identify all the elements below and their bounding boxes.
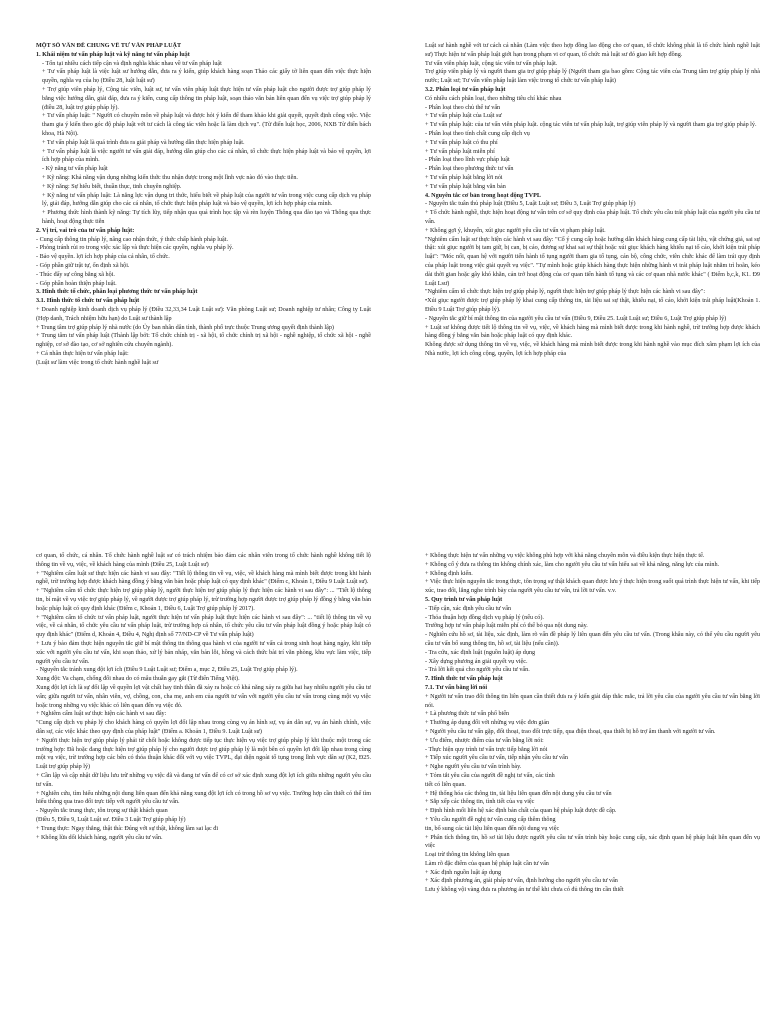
paragraph-line: + Không gợi ý, khuyến, xúi giục người yêu cầu tư vấn vi phạm pháp luật. <box>425 227 606 234</box>
document-page-2 <box>0 512 768 1024</box>
paragraph-line: + Kỹ năng: Sự hiểu biết, thuần thục, tinh chuyên nghiệp. <box>42 183 182 190</box>
paragraph-line: + Tư vấn pháp luật bằng lời nói <box>425 174 503 181</box>
paragraph-line: (Điều 5, Điều 9, Luật Luật sư. Điều 3 Luật Trợ giúp pháp lý) <box>36 816 186 823</box>
paragraph-line: + Định hình mối liên hệ xác định bản chất của quan hệ pháp luật được đề cập. <box>425 808 617 815</box>
paragraph-line: + Nghe người yêu cầu tư vấn trình bày. <box>425 764 522 771</box>
paragraph-line: Trợ giúp viên pháp lý và người tham gia trợ giúp pháp lý (Người tham gia bao gồm: Cộng tác viên của Trung tâm trợ giúp pháp lý nhà nước; Luật sư; Tư vấn viên pháp luật làm việc trong tổ chức tư vấn pháp luật) <box>425 69 760 85</box>
paragraph-line: •Xúi giục người được trợ giúp pháp lý khai cung cấp thông tin, tài liệu sai sự thật, khiếu nại, tố cáo, khởi kiện trái pháp luật(Khoản 1. Điều 9 Luật Trợ giúp pháp lý). <box>425 298 760 313</box>
paragraph-line: - Nghiên cứu hồ sơ, tài liệu, xác định, làm rõ vấn đề pháp lý liên quan đến yêu cầu tư vấn. (Trong khâu này, có thể yêu cầu người yêu cầu tư vấn bổ sung thông tin, hồ sơ, tài liệu (nếu cần)). <box>425 632 760 647</box>
paragraph-line: + Trợ giúp viên pháp lý, Cộng tác viên, luật sư, tư vấn viên pháp luật thực hiện tư vấn pháp luật cho người được trợ giúp pháp lý bằng việc hướng dẫn, giải đáp, đưa ra ý kiến, cung cấp thông tin pháp luật, soạn thảo văn bản liên quan đến vụ việc trợ giúp pháp lý (điều 28, luật trợ giúp pháp lý). <box>42 86 371 111</box>
section-heading: 3.2. Phân loại tư vấn pháp luật <box>425 86 506 93</box>
paragraph-line: + Người thực hiện trợ giúp pháp lý phải từ chối hoặc không được tiếp tục thực hiện vụ việc trợ giúp pháp lý khi thuộc một trong các trường hợp: Đã hoặc đang thực hiện trợ giúp pháp lý cho người được trợ giúp pháp lý là một bên có quyền lợi đối lập nhau trong cùng một vụ việc, trừ trường hợp các bên có thỏa thuận khác đối với vụ việc TVPL, đại diện ngoài tố tụng trong lĩnh vực dân sự (K2, Đ25. Luật trợ giúp pháp lý) <box>36 737 371 771</box>
paragraph-line: - Phân loại theo chủ thể tư vấn <box>425 104 501 111</box>
paragraph-line: - Tiếp cận, xác định yêu cầu tư vấn <box>425 605 512 612</box>
paragraph-line: - Xây dựng phương án giải quyết vụ việc. <box>425 658 528 665</box>
paragraph-line: - Phân loại theo lĩnh vực pháp luật <box>425 157 510 164</box>
paragraph-line: - Nguyên tắc trung thực, tôn trọng sự thật khách quan <box>36 808 168 815</box>
paragraph-line: - Góp phần giữ trật tự, ổn định xã hội. <box>36 262 130 269</box>
paragraph-line: Loại trừ thông tin không liên quan <box>425 852 510 859</box>
paragraph-line: + Không định kiến. <box>425 570 473 577</box>
paragraph-line: + Hệ thống hóa các thông tin, tài liệu liên quan đến nội dung yêu cầu tư vấn <box>425 790 612 797</box>
paragraph-line: + "Nghiêm cấm tổ chức thực hiện trợ giúp pháp lý, người thực hiện trợ giúp pháp lý thực hiện các hành vi sau đây": ... "Tiết lộ thông tin, bí mật về vụ việc trợ giúp pháp lý, về người được trợ giúp pháp lý, trừ trường hợp người được trợ giúp pháp lý đồng ý bằng văn bản hoặc pháp luật có quy định khác (Điểm c, Khoản 1, Điều 6, Luật Trợ giúp pháp lý 2017). <box>36 588 371 612</box>
paragraph-line: + Sắp xếp các thông tin, tình tiết của vụ việc <box>425 799 535 806</box>
paragraph-line: + Không lừa dối khách hàng, người yêu cầu tư vấn. <box>36 834 163 841</box>
paragraph-line: + Ưu điểm, nhược điểm của tư vấn bằng lời nói: <box>425 737 544 744</box>
section-heading: 7.1. Tư vấn bằng lời nói <box>425 684 488 691</box>
paragraph-line: + Trung tâm tư vấn pháp luật (Thành lập bởi: Tổ chức chính trị - xã hội, tổ chức chính trị xã hội - nghề nghiệp, tổ chức xã hội - nghề nghiệp, cơ sở đào tạo, cơ sở nghiên cứu chuyên ngành). <box>36 333 371 349</box>
paragraph-line: + Cá nhân thực hiện tư vấn pháp luật: <box>36 350 129 357</box>
paragraph-line: + Xác định nguồn luật áp dụng <box>425 869 502 876</box>
paragraph-line: - Nguyên tắc tránh xung đột lợi ích (Điều 9 Luật Luật sư; Điểm a, mục 2, Điều 25, Luật Trợ giúp pháp lý). <box>36 667 298 674</box>
paragraph-line: - Thỏa thuận hợp đồng dịch vụ pháp lý (nếu có). <box>425 614 544 621</box>
section-heading: 4. Nguyên tắc cơ bản trong hoạt động TVPL <box>425 192 541 199</box>
paragraph-line: - Góp phần hoàn thiện pháp luật. <box>36 280 117 287</box>
page-2-right-column <box>425 552 760 1024</box>
paragraph-line: + Lưu ý bảo đảm thực hiện nguyên tắc giữ bí mật thông tin thông qua hành vi của người tư vấn cả trong sinh hoạt hàng ngày, khi tiếp xúc với người yêu cầu tư vấn, khi soạn thảo, xử lý bản nháp, văn bản lỗi, hồng và cách thức bài trí văn phòng, khu vực làm việc, tiếp người yêu cầu tư vấn. <box>36 640 371 665</box>
paragraph-line: + Việc thực hiện nguyên tắc trong thực, tôn trọng sự thật khách quan được lưu ý thực hiện trong suốt quá trình thực hiện tư vấn, khi tiếp xúc, trao đổi, lắng nghe trình bày của người yêu cầu tư vấn, trả lời tư vấn. v.v. <box>425 579 760 595</box>
page-1-right-column <box>425 42 760 497</box>
paragraph-line: + Tư vấn pháp luật là quá trình đưa ra giải pháp và hướng dẫn thực hiện pháp luật. <box>42 139 245 146</box>
paragraph-line: tiết có liên quan. <box>425 781 466 788</box>
paragraph-line: + Doanh nghiệp kinh doanh dịch vụ pháp lý (Điều 32,33,34 Luật Luật sư): Văn phòng Luật sư; Doanh nghiệp tư nhân; Công ty Luật (Hợp danh, Trách nhiệm hữu hạn) do Luật sư thành lập <box>36 306 371 322</box>
paragraph-line: + Thường áp dụng đối với những vụ việc đơn giản <box>425 720 550 727</box>
paragraph-line: Tư vấn viên pháp luật, cộng tác viên tư vấn pháp luật. <box>425 60 558 67</box>
paragraph-line: + Tư vấn pháp luật miễn phí <box>425 148 495 155</box>
paragraph-line: + Người yêu cầu tư vấn gặp, đối thoại, trao đổi trực tiếp, qua điện thoại, qua thiết bị hỗ trợ âm thanh với người tư vấn. <box>425 728 716 735</box>
paragraph-line: Lưu ý không vội vàng đưa ra phương án tư thế khi chưa có đủ thông tin cần thiết <box>425 887 624 894</box>
paragraph-line: - Thực hiện quy trình tư vấn trực tiếp bằng lời nói <box>425 746 548 753</box>
paragraph-line: - Kỹ năng tư vấn pháp luật <box>42 166 108 173</box>
paragraph-line: + Là phương thức tư vấn phổ biến <box>425 711 510 718</box>
section-heading: 5. Quy trình tư vấn pháp luật <box>425 596 503 603</box>
paragraph-line: + Xác định phương án, giải pháp tư vấn, định hướng cho người yêu cầu tư vấn <box>425 878 618 885</box>
paragraph-line: + Nghiêm cấm luật sư thực hiện các hành vi sau đây: <box>36 711 167 718</box>
paragraph-line: - Phân loại theo tính chất cung cấp dịch vụ <box>425 130 530 137</box>
paragraph-line: + Không cố ý đưa ra thông tin không chính xác, làm cho người yêu cầu tư vấn hiểu sai về khả năng, năng lực của mình. <box>425 561 720 568</box>
paragraph-line: + Người tư vấn trao đổi thông tin liên quan cần thiết đưa ra ý kiến giải đáp thắc mắc, trả lời yêu cầu của người yêu cầu tư vấn bằng lời nói. <box>425 693 760 709</box>
paragraph-line: + Tư vấn pháp luật có thu phí <box>425 139 498 146</box>
paragraph-line: cơ quan, tổ chức, cá nhân. Tổ chức hành nghề luật sư có trách nhiệm bảo đảm các nhân viên trong tổ chức hành nghề không tiết lộ thông tin về vụ, việc, về khách hàng của mình (Điều 25, Luật Luật sư) <box>36 553 371 568</box>
section-heading: 2. Vị trí, vai trò của tư vấn pháp luật: <box>36 227 135 234</box>
page-1-left-column <box>36 42 371 482</box>
paragraph-line: Xung đột lợi ích là sự đối lập về quyền lợi vật chất hay tinh thần đã xảy ra hoặc có khả năng xảy ra giữa hai hay nhiều người yêu cầu tư vấn; giữa người tư vấn, nhân viên, vợ, chồng, con, cha mẹ, anh em của người tư vấn với người yêu cầu tư vấn trong cùng một vụ việc hoặc trong những vụ việc khác có liên quan đến vụ việc đó. <box>36 684 371 709</box>
paragraph-line: + Tư vấn pháp luật: " Người có chuyên môn về pháp luật và được hỏi ý kiến để tham khảo khi giải quyết, quyết định công việc. Việc tham gia ý kiến theo góc độ pháp luật với tư cách là công tác viên hoặc là làm dịch vụ". (Từ điển luật học, 2006, NXB Từ điển bách khoa, Hà Nội). <box>42 113 371 137</box>
paragraph-line: + Trung thực: Ngay thẳng, thật thà: Đúng với sự thật, không làm sai lạc đi <box>36 825 219 832</box>
paragraph-line: "Nghiêm cấm tổ chức thực hiện trợ giúp pháp lý, người thực hiện trợ giúp pháp lý thực hiện các hành vi sau đây": <box>425 289 706 296</box>
paragraph-line: Luật sư hành nghề với tư cách cá nhân (Làm việc theo hợp đồng lao động cho cơ quan, tổ chức không phải là tổ chức hành nghề luật sư) Thực hiện tư vấn pháp luật giới hạn trong phạm vi cơ quan, tổ chức mà luật sư đó giao kết hợp đồng. <box>425 43 760 58</box>
section-heading: MỘT SỐ VẤN ĐỀ CHUNG VỀ TƯ VẤN PHÁP LUẬT <box>36 43 182 49</box>
paragraph-line: + "Nghiêm cấm tổ chức tư vấn pháp luật, người thực hiện tư vấn pháp luật thực hiện các hành vi sau đây": ... "tiết lộ thông tin về vụ việc, về cá nhân, tổ chức yêu cầu tư vấn pháp luật, trừ trường hợp cá nhân, tổ chức yêu cầu tư vấn pháp luật đồng ý hoặc pháp luật có quy định khác" (Điểm d, Khoản 4, Điều 4, Nghị định số 77/ND-CP về Tư vấn pháp luật) <box>36 614 371 639</box>
paragraph-line: - Phòng tránh rủi ro trong việc xác lập và thực hiện các quyền, nghĩa vụ pháp lý. <box>36 245 234 252</box>
paragraph-line: - Cung cấp thông tin pháp lý, nâng cao nhận thức, ý thức chấp hành pháp luật. <box>36 236 229 243</box>
paragraph-line: + Tiếp xúc người yêu cầu tư vấn, tiếp nhận yêu cầu tư vấn <box>425 755 568 762</box>
paragraph-line: + Tư vấn pháp luật của Luật sư <box>425 113 502 120</box>
paragraph-line: Có nhiều cách phân loại, theo những tiêu chí khác nhau <box>425 95 562 102</box>
paragraph-line: + Phân tích thông tin, hồ sơ tài liệu được người yêu cầu tư vấn trình bày hoặc cung cấp, xác định quan hệ pháp luật liên quan đến vụ việc <box>425 834 760 850</box>
paragraph-line: Làm rõ đặc điểm của quan hệ pháp luật cần tư vấn <box>425 860 549 867</box>
paragraph-line: + Tổ chức hành nghề, thực hiện hoạt động tư vấn trên cơ sở quy định của pháp luật. Tổ chức yêu cầu trái pháp luật của người yêu cầu tư vấn. <box>425 210 760 225</box>
paragraph-line: + Tư vấn pháp luật là việc luật sư hướng dẫn, đưa ra ý kiến, giúp khách hàng soạn Thảo các giấy tờ liên quan đến việc thực hiện quyền, nghĩa vụ của họ (Điều 28, luật luật sư) <box>42 69 371 85</box>
paragraph-line: - Trả lời kết quả cho người yêu cầu tư vấn. <box>425 667 530 674</box>
paragraph-line: + Tóm tắt yêu cầu của người đề nghị tư vấn, các tình <box>425 772 555 779</box>
paragraph-line: "Nghiêm cấm luật sư thực hiện các hành vi sau đây: "Cố ý cung cấp hoặc hướng dẫn khách hàng cung cấp tài liệu, vật chứng giả, sai sự thật: xúi giục người bị tam giữ, bị can, bị cáo, đương sự khai sai sự thật hoặc xúi giục khách hàng khiếu nại tố cáo, khởi kiện trái pháp luật": "Móc nối, quan hệ với người tiến hành tố tụng người tham gia tố tụng, cán bộ, công chức, viên chức khác để làm trái quy định của pháp luật trong việc giải quyết vụ việc". "Tự mình hoặc giúp khách hàng thực hiện những hành vi trái pháp luật nhằm trì hoãn, kéo dài thời gian hoặc gây khó khăn, cản trở hoạt động của cơ quan tiến hành tố tụng và các cơ quan nhà nước khác" ( Điểm b,c,k, K1. Đ9 Luật Lsư) <box>425 236 760 287</box>
paragraph-line: Không được sử dụng thông tin về vụ, việc, về khách hàng mà mình biết được trong khi hành nghề vào mục đích xâm phạm lợi ích của Nhà nước, lợi ích công cộng, quyền, lợi ích hợp pháp của <box>425 342 760 357</box>
paragraph-line: Xung đột: Va chạm, chống đối nhau do có mâu thuẫn gay gắt (Từ điển Tiếng Việt). <box>36 676 240 683</box>
paragraph-line: + Tư vấn pháp luật là việc người tư vấn giải đáp, hướng dẫn giúp cho các cá nhân, tổ chức thực hiện pháp luật và bảo vệ quyền, lợi ích hợp pháp của mình. <box>42 148 371 164</box>
section-heading: 3.1. Hình thức tổ chức tư vấn pháp luật <box>36 298 140 305</box>
paragraph-line: - Nguyên tắc tuân thủ pháp luật (Điều 5, Luật Luật sư; Điều 3, Luật Trợ giúp pháp lý) <box>425 201 636 208</box>
paragraph-line: - Tổn tại nhiều cách tiếp cận và định nghĩa khác nhau về tư vấn pháp luật <box>42 60 222 67</box>
page-2-left-column <box>36 552 371 1024</box>
paragraph-line: + Trung tâm trợ giúp pháp lý nhà nước (do Ủy ban nhân dân tỉnh, thành phố trực thuộc Trung ương quyết định thành lập) <box>36 324 334 331</box>
section-heading: 1. Khái niệm tư vấn pháp luật và kỹ năng tư vấn pháp luật <box>36 51 190 58</box>
paragraph-line: + Kỹ năng tư vấn pháp luật: Là năng lực vận dụng tri thức, hiểu biết về pháp luật của người tư vấn trong việc cung cấp dịch vụ pháp lý, giải đáp, hướng dẫn giúp cho các cá nhân, tổ chức thực hiện pháp luật và bảo vệ quyền, lợi ích hợp pháp của mình. <box>42 192 371 208</box>
paragraph-line: (Luật sư làm việc trong tổ chức hành nghề luật sư <box>36 359 159 366</box>
paragraph-line: + Tư vấn pháp luật bằng văn bản <box>425 183 506 190</box>
paragraph-line: - Bảo vệ quyền. lợi ích hợp pháp của cá nhân, tổ chức. <box>36 254 170 261</box>
paragraph-line: - Tra cứu, xác định luật (nguồn luật) áp dụng <box>425 649 536 656</box>
paragraph-line: + Tư vấn pháp luật: của tư vấn viên pháp luật. cộng tác viên tư vấn pháp luật, trợ giúp viên pháp lý và người tham gia trợ giúp pháp lý. <box>425 122 757 129</box>
paragraph-line: + Phương thức hình thành kỹ năng: Tự tích lũy, tiếp nhận qua quá trình học tập và rèn luyện Thông qua đào tạo và Thông qua thực hành, hoạt động thực tiễn <box>42 210 371 225</box>
paragraph-line: + Yêu cầu người đề nghị tư vấn cung cấp thêm thông <box>425 816 556 823</box>
paragraph-line: + Không thực hiện tư vấn những vụ việc không phù hợp với khả năng chuyên môn và điều kiện thực hiện thực tế. <box>425 553 705 559</box>
section-heading: 7. Hình thức tư vấn pháp luật <box>425 676 503 683</box>
section-heading: 3. Hình thức tổ chức, phân loại phương thức tư vấn pháp luật <box>36 289 198 296</box>
paragraph-line: + Kỹ năng: Khả năng vận dụng những kiến thức thu nhận được trong một lĩnh vực nào đó vào thực tiễn. <box>42 174 298 181</box>
paragraph-line: tin, bổ sung các tài liệu liên quan đến nội dung vụ việc <box>425 825 560 832</box>
paragraph-line: "Cung cấp dịch vụ pháp lý cho khách hàng có quyền lợi đối lập nhau trong cùng vụ án hình sự, vụ án dân sự, vụ án hành chính, việc dân sự, các việc khác theo quy định của pháp luật" (Điểm a. Khoản 1, Điều 9. Luật Luật sư) <box>36 720 371 735</box>
paragraph-line: + Nghiên cứu, tìm hiểu những nội dung liên quan đến khả năng xung đột lợi ích có trong hồ sơ vụ việc. Trường hợp cần thiết có thể tìm hiểu thông qua trao đổi trực tiếp với người yêu cầu tư vấn. <box>36 790 371 806</box>
paragraph-line: + Cần lập và cập nhật dữ liệu lưu trữ những vụ việc đã và đang tư vấn để có cơ sở xác định xung đột lợi ích giữa những người yêu cầu tư vấn. <box>36 772 371 788</box>
paragraph-line: + "Nghiêm cấm luật sư thực hiện các hành vi sau đây: "Tiết lộ thông tin về vụ, việc, về khách hàng mà mình biết được trong khi hành nghề, trừ trường hợp được khách hàng đồng ý bằng văn bản hoặc pháp luật có quy định khác" (Điểm c, Khoản 1, Điều 9 Luật Luật sư). <box>36 570 371 586</box>
paragraph-line: - Nguyên tắc giữ bí mật thông tin của người yêu cầu tư vấn (Điều 9, Điều 25. Luật Luật sư; Điều 6, Luật Trợ giúp pháp lý) <box>425 315 727 322</box>
paragraph-line: Trường hợp tư vấn pháp luật miễn phí có thể bỏ qua nội dung này. <box>425 623 588 630</box>
paragraph-line: + Luật sư không được tiết lộ thông tin về vụ, việc, về khách hàng mà mình biết được trong khi hành nghề, trừ trường hợp được khách hàng đồng ý bằng văn bản hoặc pháp luật có quy định khác. <box>425 324 760 340</box>
paragraph-line: - Thúc đẩy sự công bằng xã hội. <box>36 271 115 278</box>
paragraph-line: - Phân loại theo phương thức tư vấn <box>425 166 514 173</box>
